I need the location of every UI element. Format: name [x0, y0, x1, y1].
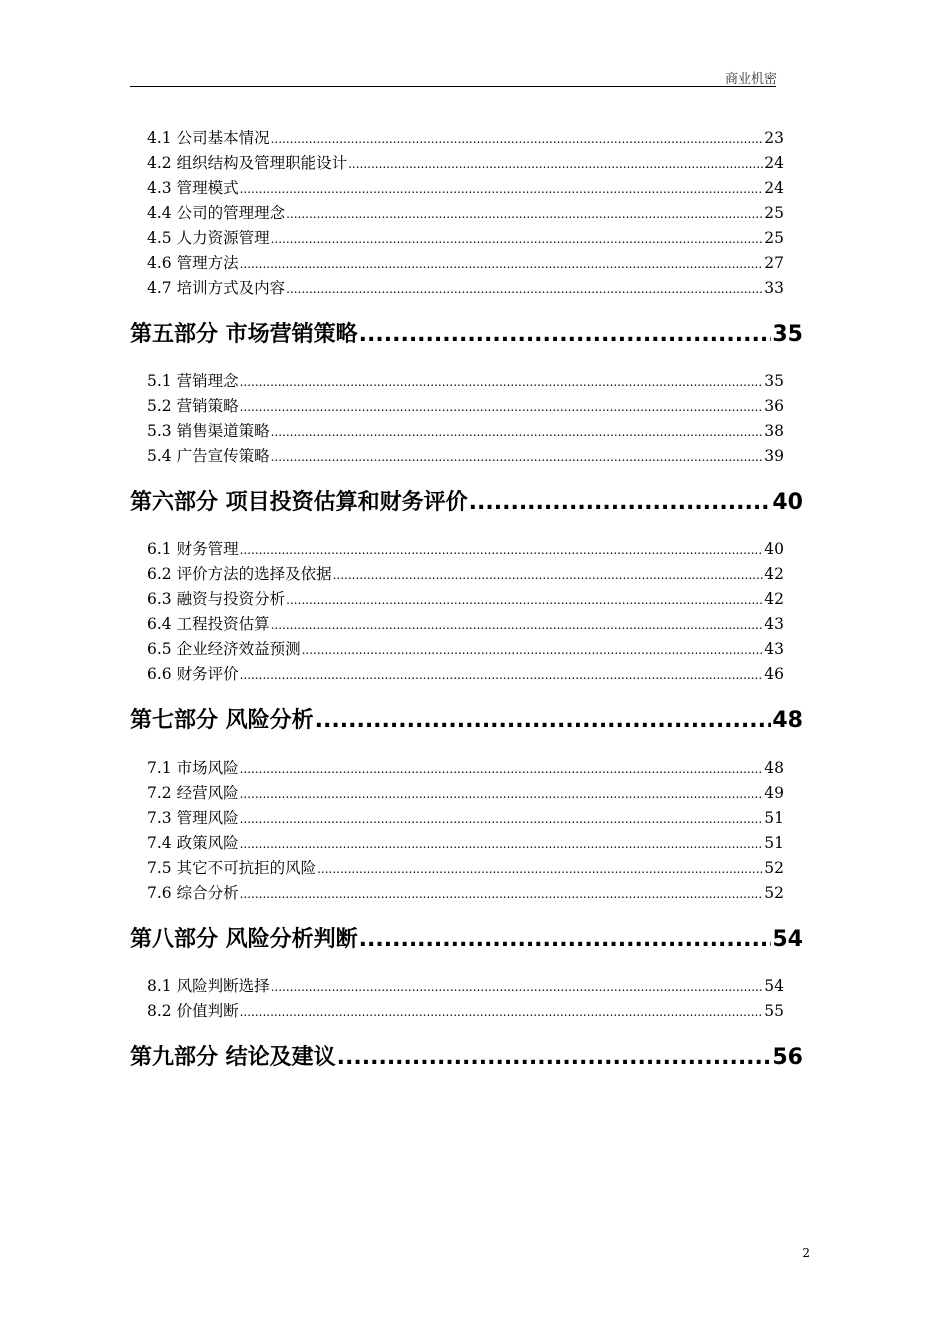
toc-entry-title: 第七部分 风险分析	[130, 708, 314, 733]
toc-dot-leader	[359, 320, 772, 350]
toc-subsection-entry[interactable]	[130, 445, 784, 467]
toc-entry-page-number: 23	[764, 129, 784, 147]
toc-entry-page-number: 36	[764, 397, 784, 415]
toc-entry-title: 7.4 政策风险	[147, 834, 239, 852]
toc-subsection-entry[interactable]	[130, 563, 784, 585]
toc-subsection-entry[interactable]	[130, 882, 784, 904]
toc-entry-page-number: 25	[764, 204, 784, 222]
toc-entry-title: 7.2 经营风险	[147, 784, 239, 802]
toc-entry-page-number: 48	[772, 708, 803, 733]
toc-entry-page-number: 42	[764, 565, 784, 583]
toc-dot-leader	[271, 227, 764, 250]
toc-dot-leader	[271, 975, 764, 998]
toc-entry-title: 6.1 财务管理	[147, 540, 239, 558]
toc-subsection-entry[interactable]	[130, 370, 784, 392]
page-number: 2	[802, 1246, 810, 1260]
toc-dot-leader	[348, 152, 763, 175]
toc-entry-page-number: 38	[764, 422, 784, 440]
toc-entry-page-number: 56	[772, 1045, 803, 1070]
toc-entry-page-number: 43	[764, 615, 784, 633]
toc-dot-leader	[337, 1043, 772, 1073]
toc-entry-title: 5.4 广告宣传策略	[147, 447, 270, 465]
toc-dot-leader	[333, 563, 764, 586]
toc-dot-leader	[240, 782, 764, 805]
toc-section-entry[interactable]	[130, 925, 803, 955]
toc-subsection-entry[interactable]	[130, 975, 784, 997]
header-divider	[130, 86, 776, 87]
toc-section-entry[interactable]	[130, 1043, 803, 1073]
toc-subsection-entry[interactable]	[130, 832, 784, 854]
toc-dot-leader	[286, 277, 763, 300]
toc-dot-leader	[240, 807, 764, 830]
toc-entry-title: 8.2 价值判断	[147, 1002, 239, 1020]
toc-entry-page-number: 48	[764, 759, 784, 777]
toc-entry-page-number: 24	[764, 179, 784, 197]
toc-subsection-entry[interactable]	[130, 613, 784, 635]
toc-dot-leader	[317, 857, 763, 880]
toc-dot-leader	[271, 613, 764, 636]
toc-subsection-entry[interactable]	[130, 663, 784, 685]
toc-subsection-entry[interactable]	[130, 252, 784, 274]
toc-entry-title: 4.4 公司的管理理念	[147, 204, 286, 222]
toc-entry-title: 7.3 管理风险	[147, 809, 239, 827]
toc-entry-page-number: 55	[764, 1002, 784, 1020]
toc-dot-leader	[240, 1000, 764, 1023]
toc-entry-page-number: 35	[764, 372, 784, 390]
toc-entry-page-number: 40	[772, 490, 803, 515]
toc-entry-page-number: 24	[764, 154, 784, 172]
toc-entry-page-number: 43	[764, 640, 784, 658]
toc-entry-page-number: 54	[764, 977, 784, 995]
toc-entry-title: 第六部分 项目投资估算和财务评价	[130, 490, 468, 515]
toc-entry-title: 4.6 管理方法	[147, 254, 239, 272]
toc-dot-leader	[315, 706, 772, 736]
toc-entry-title: 4.2 组织结构及管理职能设计	[147, 154, 348, 172]
toc-dot-leader	[240, 177, 764, 200]
toc-dot-leader	[302, 638, 764, 661]
toc-subsection-entry[interactable]	[130, 538, 784, 560]
toc-dot-leader	[240, 370, 764, 393]
toc-subsection-entry[interactable]	[130, 395, 784, 417]
toc-entry-title: 6.4 工程投资估算	[147, 615, 270, 633]
toc-entry-title: 5.1 营销理念	[147, 372, 239, 390]
toc-entry-title: 第八部分 风险分析判断	[130, 927, 358, 952]
toc-entry-title: 8.1 风险判断选择	[147, 977, 270, 995]
toc-entry-page-number: 51	[764, 809, 784, 827]
toc-subsection-entry[interactable]	[130, 277, 784, 299]
toc-subsection-entry[interactable]	[130, 420, 784, 442]
toc-entry-page-number: 49	[764, 784, 784, 802]
toc-subsection-entry[interactable]	[130, 1000, 784, 1022]
toc-subsection-entry[interactable]	[130, 588, 784, 610]
toc-dot-leader	[271, 127, 764, 150]
toc-dot-leader	[240, 757, 764, 780]
toc-entry-title: 4.5 人力资源管理	[147, 229, 270, 247]
toc-section-entry[interactable]	[130, 488, 803, 518]
toc-subsection-entry[interactable]	[130, 227, 784, 249]
toc-entry-page-number: 35	[772, 322, 803, 347]
toc-entry-title: 6.5 企业经济效益预测	[147, 640, 301, 658]
toc-entry-title: 4.1 公司基本情况	[147, 129, 270, 147]
toc-entry-title: 6.2 评价方法的选择及依据	[147, 565, 332, 583]
toc-dot-leader	[240, 395, 764, 418]
toc-entry-title: 7.5 其它不可抗拒的风险	[147, 859, 317, 877]
toc-dot-leader	[286, 588, 763, 611]
toc-dot-leader	[469, 488, 772, 518]
toc-subsection-entry[interactable]	[130, 202, 784, 224]
toc-subsection-entry[interactable]	[130, 638, 784, 660]
toc-entry-title: 第五部分 市场营销策略	[130, 322, 358, 347]
toc-entry-page-number: 40	[764, 540, 784, 558]
toc-entry-page-number: 54	[772, 927, 803, 952]
toc-subsection-entry[interactable]	[130, 807, 784, 829]
toc-dot-leader	[359, 925, 772, 955]
toc-subsection-entry[interactable]	[130, 177, 784, 199]
toc-section-entry[interactable]	[130, 706, 803, 736]
toc-entry-page-number: 52	[764, 884, 784, 902]
toc-entry-title: 7.1 市场风险	[147, 759, 239, 777]
toc-subsection-entry[interactable]	[130, 757, 784, 779]
toc-dot-leader	[240, 252, 764, 275]
toc-entry-title: 7.6 综合分析	[147, 884, 239, 902]
toc-dot-leader	[271, 445, 764, 468]
toc-entry-title: 4.7 培训方式及内容	[147, 279, 286, 297]
toc-entry-title: 5.3 销售渠道策略	[147, 422, 270, 440]
toc-entry-title: 6.3 融资与投资分析	[147, 590, 286, 608]
toc-subsection-entry[interactable]	[130, 782, 784, 804]
toc-dot-leader	[240, 832, 764, 855]
toc-subsection-entry[interactable]	[130, 127, 784, 149]
toc-dot-leader	[240, 882, 764, 905]
toc-entry-page-number: 33	[764, 279, 784, 297]
toc-entry-page-number: 39	[764, 447, 784, 465]
toc-entry-page-number: 42	[764, 590, 784, 608]
toc-dot-leader	[240, 538, 764, 561]
toc-entry-page-number: 52	[764, 859, 784, 877]
toc-entry-page-number: 25	[764, 229, 784, 247]
toc-dot-leader	[271, 420, 764, 443]
toc-entry-title: 第九部分 结论及建议	[130, 1045, 336, 1070]
toc-entry-page-number: 46	[764, 665, 784, 683]
toc-entry-title: 5.2 营销策略	[147, 397, 239, 415]
toc-subsection-entry[interactable]	[130, 152, 784, 174]
toc-subsection-entry[interactable]	[130, 857, 784, 879]
toc-entry-title: 4.3 管理模式	[147, 179, 239, 197]
toc-section-entry[interactable]	[130, 320, 803, 350]
header-confidential-label: 商业机密	[724, 72, 777, 87]
toc-dot-leader	[240, 663, 764, 686]
toc-entry-page-number: 27	[764, 254, 784, 272]
toc-dot-leader	[286, 202, 763, 225]
toc-entry-title: 6.6 财务评价	[147, 665, 239, 683]
toc-entry-page-number: 51	[764, 834, 784, 852]
